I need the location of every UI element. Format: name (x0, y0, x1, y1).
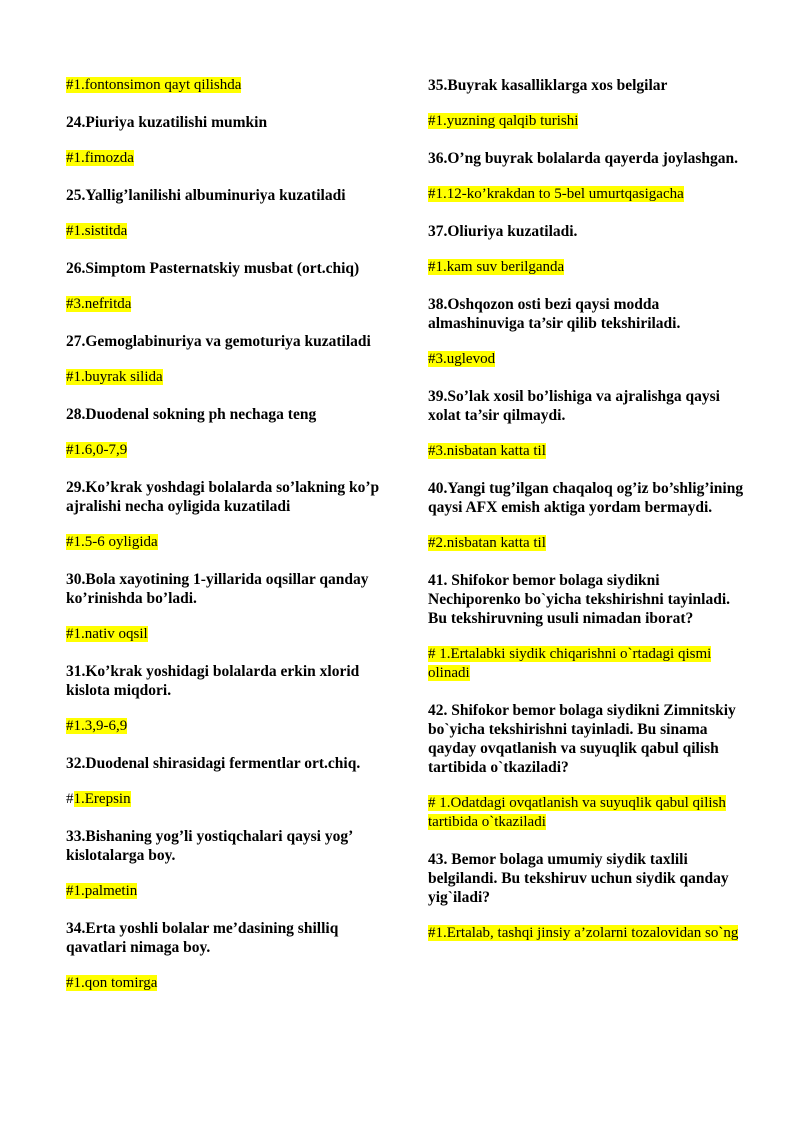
answer (66, 295, 396, 314)
answer (66, 882, 396, 901)
question: 32.Duodenal shirasidagi fermentlar ort.chiq. (66, 755, 361, 772)
answer (66, 974, 396, 993)
highlighted-answer: #1.3,9-6,9 (66, 718, 128, 734)
highlighted-answer: #3.nisbatan katta til (428, 443, 546, 459)
highlighted-answer: #1.nativ oqsil (66, 626, 148, 642)
answer (66, 441, 396, 460)
question: 24.Piuriya kuzatilishi mumkin (66, 114, 268, 131)
question: 37.Oliuriya kuzatiladi. (428, 223, 578, 240)
highlighted-answer: #1.qon tomirga (66, 975, 158, 991)
highlighted-answer: #2.nisbatan katta til (428, 535, 546, 551)
question: 29.Ko’krak yoshdagi bolalarda so’lakning ko’p ajralishi necha oyligida kuzatiladi (66, 479, 380, 515)
question: 34.Erta yoshli bolalar me’dasining shilliq qavatlari nimaga boy. (66, 920, 339, 956)
question: 35.Buyrak kasalliklarga xos belgilar (428, 77, 668, 94)
answer (428, 924, 748, 943)
answer (428, 350, 748, 369)
question: 43. Bemor bolaga umumiy siydik taxlili belgilandi. Bu tekshiruv uchun siydik qanday yig`iladi? (428, 851, 729, 906)
answer (428, 534, 748, 553)
question: 36.O’ng buyrak bolalarda qayerda joylashgan. (428, 150, 739, 167)
left-column (66, 76, 396, 1011)
highlighted-answer: #1.12-ko’krakdan to 5-bel umurtqasigacha (428, 186, 684, 202)
highlighted-answer: #1.palmetin (66, 883, 138, 899)
question: 40.Yangi tug’ilgan chaqaloq og’iz bo’shlig’ining qaysi AFX emish aktiga yordam bermaydi. (428, 480, 744, 516)
question: 39.So’lak xosil bo’lishiga va ajralishga qaysi xolat ta’sir qilmaydi. (428, 388, 720, 424)
question: 30.Bola xayotining 1-yillarida oqsillar qanday ko’rinishda bo’ladi. (66, 571, 369, 607)
highlighted-answer: #1.buyrak silida (66, 369, 163, 385)
question: 25.Yallig’lanilishi albuminuriya kuzatiladi (66, 187, 346, 204)
highlighted-answer: #1.yuzning qalqib turishi (428, 113, 579, 129)
highlighted-answer: 1.Erepsin (73, 791, 131, 807)
question: 31.Ko’krak yoshidagi bolalarda erkin xlorid kislota miqdori. (66, 663, 360, 699)
question: 41. Shifokor bemor bolaga siydikni Nechiporenko bo`yicha tekshirishni tayinladi. Bu tekshiruvning usuli nimadan iborat? (428, 572, 731, 627)
answer (66, 625, 396, 644)
question: 27.Gemoglabinuriya va gemoturiya kuzatiladi (66, 333, 371, 350)
answer (66, 222, 396, 241)
answer (428, 185, 748, 204)
right-column (428, 76, 748, 961)
question: 26.Simptom Pasternatskiy musbat (ort.chiq) (66, 260, 360, 277)
question: 42. Shifokor bemor bolaga siydikni Zimnitskiy bo`yicha tekshirishni tayinladi. Bu sinama qayday ovqatlanish va suyuqlik qabul qilish tartibida o`tkaziladi? (428, 702, 736, 776)
highlighted-answer: # 1.Odatdagi ovqatlanish va suyuqlik qabul qilish tartibida o`tkaziladi (428, 795, 726, 830)
answer (66, 533, 396, 552)
highlighted-answer: #1.Ertalab, tashqi jinsiy a’zolarni tozalovidan so`ng (428, 925, 739, 941)
highlighted-answer: #3.uglevod (428, 351, 496, 367)
answer (66, 76, 396, 95)
answer (428, 442, 748, 461)
highlighted-answer: # 1.Ertalabki siydik chiqarishni o`rtadagi qismi olinadi (428, 646, 712, 681)
answer (66, 717, 396, 736)
answer-prefix: # (66, 791, 74, 807)
highlighted-answer: #1.5-6 oyligida (66, 534, 158, 550)
answer (66, 149, 396, 168)
question: 33.Bishaning yog’li yostiqchalari qaysi yog’ kislotalarga boy. (66, 828, 353, 864)
question: 28.Duodenal sokning ph nechaga teng (66, 406, 317, 423)
answer (66, 790, 396, 809)
answer (66, 368, 396, 387)
answer (428, 112, 748, 131)
highlighted-answer: #3.nefritda (66, 296, 132, 312)
highlighted-answer: #1.fontonsimon qayt qilishda (66, 77, 242, 93)
answer (428, 645, 748, 683)
highlighted-answer: #1.6,0-7,9 (66, 442, 128, 458)
highlighted-answer: #1.fimozda (66, 150, 134, 166)
answer (428, 794, 748, 832)
highlighted-answer: #1.kam suv berilganda (428, 259, 565, 275)
question: 38.Oshqozon osti bezi qaysi modda almashinuviga ta’sir qilib tekshiriladi. (428, 296, 681, 332)
highlighted-answer: #1.sistitda (66, 223, 128, 239)
answer (428, 258, 748, 277)
